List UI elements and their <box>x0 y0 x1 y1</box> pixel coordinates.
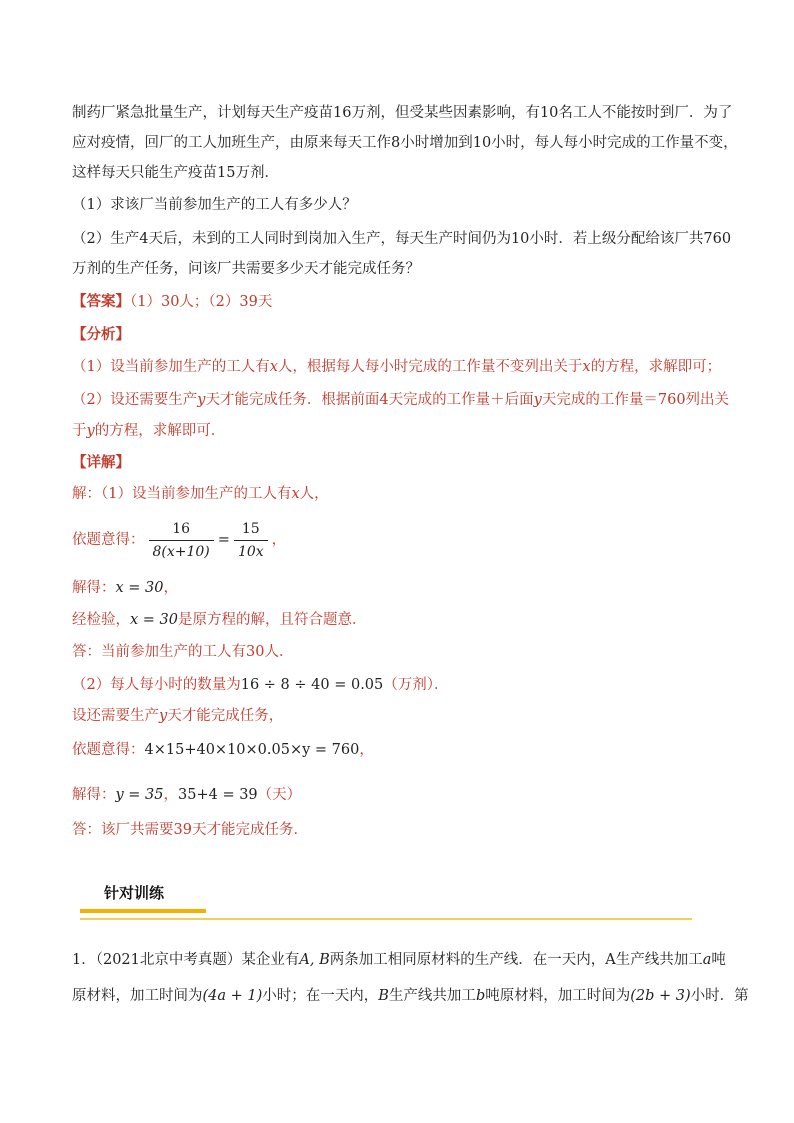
analysis-label: 【分析】 <box>72 326 130 343</box>
detail-equation-line <box>72 516 286 564</box>
analysis-3-pre: 于 <box>72 423 87 439</box>
fraction-right-denominator: 10x <box>234 540 268 561</box>
question-2-line-1: （2）生产4天后，未到的工人同时到岗加入生产，每天生产时间仍为10小时．若上级分配给该厂共760 <box>72 231 732 247</box>
var-x: x <box>269 359 278 375</box>
detail-1-post: 人， <box>299 486 329 502</box>
detail-3-math: x = 30 <box>115 580 164 596</box>
detail-line-6 <box>72 675 449 695</box>
analysis-2-post: 天完成的工作量＝760列出关 <box>541 392 730 408</box>
detail-9-math-1: y = 35 <box>115 787 164 803</box>
detail-line-9 <box>72 785 301 805</box>
detail-line-8 <box>72 740 374 760</box>
equals-sign: = <box>217 532 230 548</box>
var-x-2: x <box>582 359 591 375</box>
problem-line-3: 这样每天只能生产疫苗15万剂． <box>72 165 279 181</box>
var-y: y <box>197 392 206 408</box>
analysis-1-post: 的方程，求解即可； <box>590 359 722 375</box>
detail-line-10: 答：该厂共需要39天才能完成任务． <box>72 822 308 838</box>
detail-4-math: x = 30 <box>130 612 178 628</box>
exercise-1-pre: 1．（2021北京中考真题）某企业有 <box>72 952 300 968</box>
detail-line-5: 答：当前参加生产的工人有30人． <box>72 644 294 660</box>
exercise-var-b: b <box>475 988 486 1004</box>
detail-8-math: 4×15+40×10×0.05×y = 760 <box>144 742 360 758</box>
question-2-line-2: 万剂的生产任务，问该厂共需要多少天才能完成任务？ <box>72 261 420 277</box>
analysis-2-mid: 天才能完成任务．根据前面4天完成的工作量＋后面 <box>205 392 534 408</box>
detail-8-pre: 依题意得： <box>72 742 145 758</box>
exercise-2-mid-3: 吨原材料，加工时间为 <box>485 988 631 1004</box>
answer-line <box>72 292 272 312</box>
analysis-1-mid: 人，根据每人每小时完成的工作量不变列出关于 <box>277 359 583 375</box>
fraction-left-denominator: 8(x+10) <box>149 540 214 561</box>
var-y-2: y <box>533 392 542 408</box>
exercise-line-2 <box>72 986 749 1006</box>
section-accent-bar <box>80 909 206 913</box>
detail-8-post: ， <box>359 742 374 758</box>
detail-label: 【详解】 <box>72 454 130 471</box>
exercise-var-b-cap: B <box>378 988 389 1004</box>
var-y-detail: y <box>159 708 168 724</box>
section-title: 针对训练 <box>104 884 165 902</box>
exercise-2-math-2: (2b + 3) <box>630 988 691 1004</box>
detail-3-pre: 解得： <box>72 580 116 596</box>
fraction-left <box>149 520 214 561</box>
detail-4-post: 是原方程的解，且符合题意． <box>178 612 367 628</box>
detail-6-pre: （2）每人每小时的数量为 <box>72 677 241 693</box>
detail-line-4 <box>72 610 367 630</box>
analysis-line-1 <box>72 357 721 377</box>
question-1: （1）求该厂当前参加生产的工人有多少人？ <box>72 197 357 213</box>
analysis-line-2 <box>72 390 729 410</box>
fraction-right <box>234 520 268 561</box>
detail-3-post: ， <box>163 580 178 596</box>
answer-label: 【答案】 <box>72 293 130 310</box>
exercise-var-ab: A, B <box>299 952 330 968</box>
exercise-2-post: 小时．第 <box>690 988 749 1004</box>
fraction-left-numerator: 16 <box>172 520 191 537</box>
detail-line-7 <box>72 706 283 726</box>
detail-6-math: 16 ÷ 8 ÷ 40 = 0.05 <box>240 677 384 693</box>
section-divider <box>80 918 692 920</box>
fraction-right-numerator: 15 <box>241 520 260 537</box>
analysis-3-post: 的方程，求解即可． <box>94 423 226 439</box>
exercise-2-mid: 小时；在一天内， <box>262 988 379 1004</box>
answer-text: （1）30人；（2）39天 <box>130 294 273 310</box>
detail-4-pre: 经检验， <box>72 612 130 628</box>
detail-7-post: 天才能完成任务， <box>167 708 284 724</box>
detail-line-1 <box>72 484 329 504</box>
detail-9-post: （天） <box>257 787 302 803</box>
exercise-var-a: a <box>702 952 712 968</box>
detail-line-3 <box>72 578 178 598</box>
var-y-3: y <box>86 423 95 439</box>
var-x-detail: x <box>291 486 300 502</box>
detail-9-math-2: 35+4 = 39 <box>178 787 258 803</box>
exercise-2-mid-2: 生产线共加工 <box>388 988 476 1004</box>
analysis-2-text: （2）设还需要生产 <box>72 392 198 408</box>
detail-2-pre: 依题意得： <box>72 532 145 548</box>
exercise-1-post: 吨 <box>711 952 726 968</box>
problem-line-1: 制药厂紧急批量生产，计划每天生产疫苗16万剂，但受某些因素影响，有10名工人不能按时到厂．为了 <box>72 105 733 121</box>
detail-9-mid: ， <box>163 787 179 803</box>
detail-9-pre: 解得： <box>72 787 116 803</box>
exercise-1-mid: 两条加工相同原材料的生产线．在一天内，A生产线共加工 <box>329 952 703 968</box>
problem-line-2: 应对疫情，回厂的工人加班生产，由原来每天工作8小时增加到10小时，每人每小时完成的工作量不变， <box>72 135 738 151</box>
detail-6-post: （万剂）． <box>383 677 449 693</box>
detail-2-post: ， <box>271 532 287 548</box>
exercise-2-math-1: (4a + 1) <box>202 988 263 1004</box>
analysis-1-text: （1）设当前参加生产的工人有 <box>72 359 270 375</box>
detail-1-pre: 解：（1）设当前参加生产的工人有 <box>72 486 292 502</box>
analysis-line-3 <box>72 421 225 441</box>
exercise-line-1 <box>72 950 726 970</box>
exercise-2-pre: 原材料，加工时间为 <box>72 988 203 1004</box>
detail-7-pre: 设还需要生产 <box>72 708 159 724</box>
